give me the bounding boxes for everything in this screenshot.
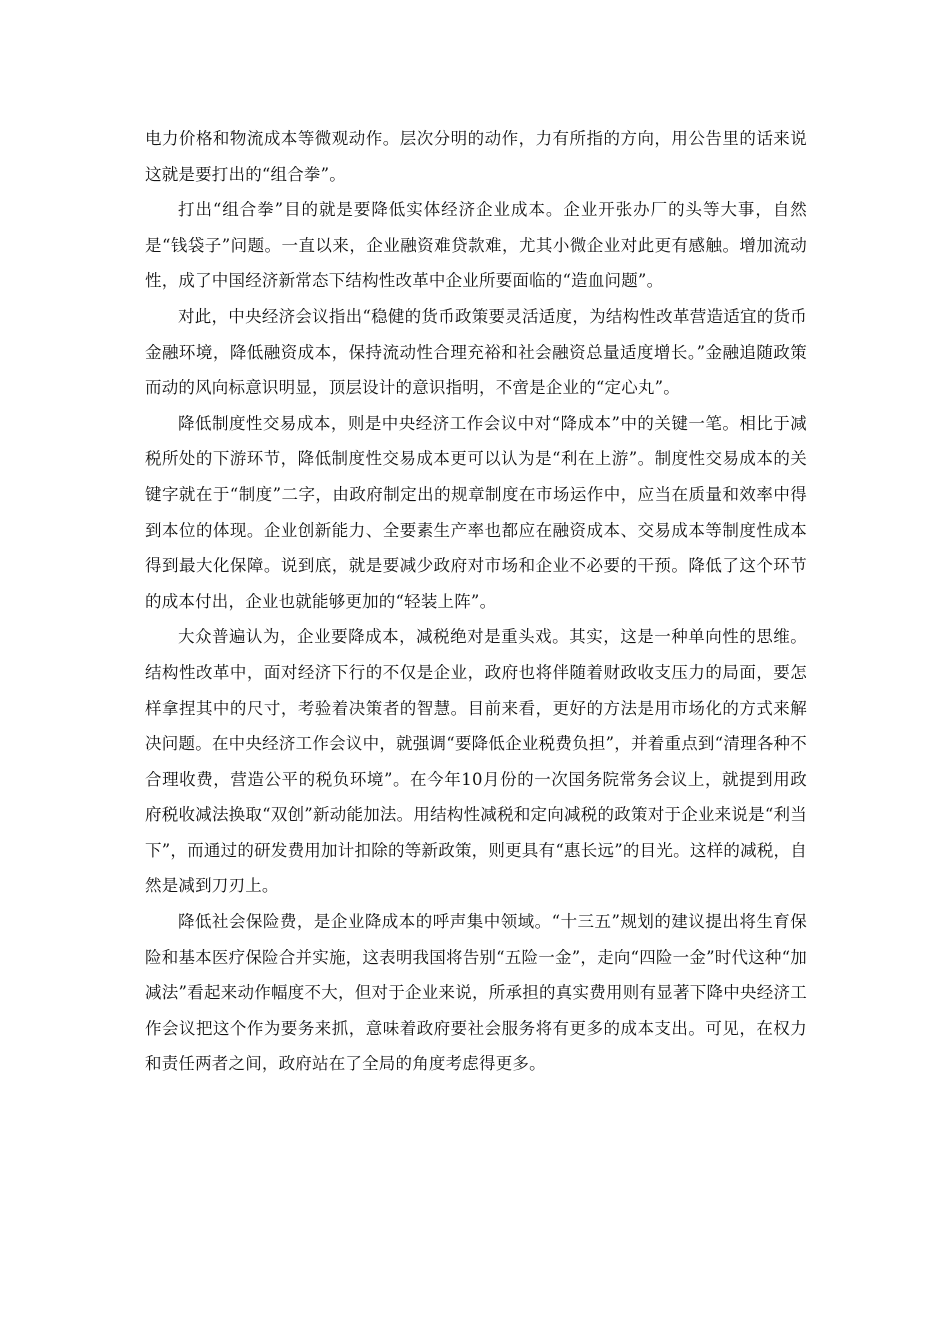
paragraph-1: 电力价格和物流成本等微观动作。层次分明的动作，力有所指的方向，用公告里的话来说这就是要打出的“组合拳”。 [145, 129, 807, 184]
paragraph-5: 大众普遍认为，企业要降成本，减税绝对是重头戏。其实，这是一种单向性的思维。结构性改革中，面对经济下行的不仅是企业，政府也将伴随着财政收支压力的局面，要怎样拿捏其中的尺寸，考验着决策者的智慧。目前来看，更好的方法是用市场化的方式来解决问题。在中央经济工作会议中，就强调“要降低企业税费负担”，并着重点到“清理各种不合理收费，营造公平的税负环境”。在今年10月份的一次国务院常务会议上，就提到用政府税收减法换取“双创”新动能加法。用结构性减税和定向减税的政策对于企业来说是“利当下”，而通过的研发费用加计扣除的等新政策，则更具有“惠长远”的目光。这样的减税，自然是减到刀刃上。 [145, 627, 807, 896]
paragraph-2: 打出“组合拳”目的就是要降低实体经济企业成本。企业开张办厂的头等大事，自然是“钱袋子”问题。一直以来，企业融资难贷款难，尤其小微企业对此更有感触。增加流动性，成了中国经济新常态下结构性改革中企业所要面临的“造血问题”。 [145, 200, 807, 291]
paragraph-3: 对此，中央经济会议指出“稳健的货币政策要灵活适度，为结构性改革营造适宜的货币金融环境，降低融资成本，保持流动性合理充裕和社会融资总量适度增长。”金融追随政策而动的风向标意识明显，顶层设计的意识指明，不啻是企业的“定心丸”。 [145, 306, 807, 398]
paragraph-6: 降低社会保险费，是企业降成本的呼声集中领域。“十三五”规划的建议提出将生育保险和基本医疗保险合并实施，这表明我国将告别“五险一金”，走向“四险一金”时代这种“加减法”看起来动作幅度不大，但对于企业来说，所承担的真实费用则有显著下降中央经济工作会议把这个作为要务来抓，意味着政府要社会服务将有更多的成本支出。可见，在权力和责任两者之间，政府站在了全局的角度考虑得更多。 [145, 912, 807, 1074]
paragraph-4: 降低制度性交易成本，则是中央经济工作会议中对“降成本”中的关键一笔。相比于减税所处的下游环节，降低制度性交易成本更可以认为是“利在上游”。制度性交易成本的关键字就在于“制度”二字，由政府制定出的规章制度在市场运作中，应当在质量和效率中得到本位的体现。企业创新能力、全要素生产率也都应在融资成本、交易成本等制度性成本得到最大化保障。说到底，就是要减少政府对市场和企业不必要的干预。降低了这个环节的成本付出，企业也就能够更加的“轻装上阵”。 [145, 413, 807, 611]
